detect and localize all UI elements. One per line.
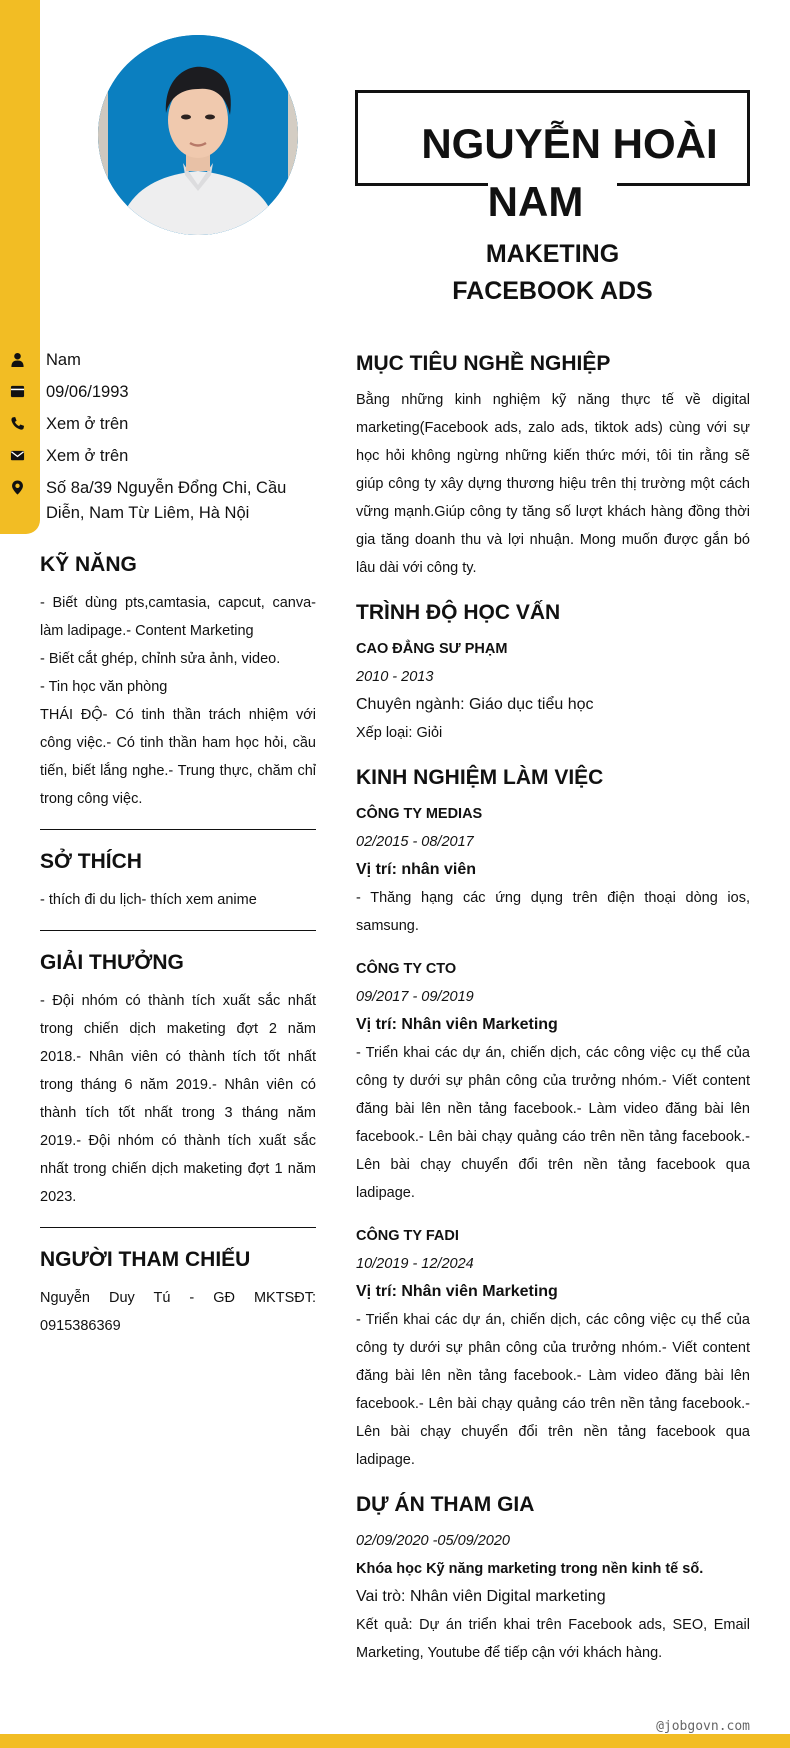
awards-section xyxy=(40,948,316,1211)
calendar-icon xyxy=(0,380,34,402)
skills-text: - Biết dùng pts,camtasia, capcut, canva- làm ladipage.- Content Marketing - Biết cắt ghép, chỉnh sửa ảnh, video. - Tin học văn phòng THÁI ĐỘ- Có tinh thần trách nhiệm với công việc.- Có tinh thần ham học hỏi, cầu tiến, biết lắng nghe.- Trung thực, chăm chỉ trong công việc. xyxy=(40,595,316,807)
right-column xyxy=(356,349,750,1683)
job-entry xyxy=(356,955,750,1207)
job-role: Vị trí: Nhân viên Marketing xyxy=(356,1283,558,1300)
section-title: SỞ THÍCH xyxy=(40,850,142,873)
job-title-line-2: FACEBOOK ADS xyxy=(452,277,653,305)
project-role: Vai trò: Nhân viên Digital marketing xyxy=(356,1588,606,1605)
section-title: GIẢI THƯỞNG xyxy=(40,951,184,974)
school-name: CAO ĐẲNG SƯ PHẠM xyxy=(356,641,508,657)
contact-gender xyxy=(0,348,330,373)
project-result: Kết quả: Dự án triển khai trên Facebook ads, SEO, Email Marketing, Youtube để tiếp cận với khách hàng. xyxy=(356,1617,750,1661)
section-title: TRÌNH ĐỘ HỌC VẤN xyxy=(356,601,561,624)
contact-text: Xem ở trên xyxy=(46,447,129,465)
divider xyxy=(40,829,316,830)
person-icon xyxy=(0,348,34,370)
education-major: Chuyên ngành: Giáo dục tiểu học xyxy=(356,696,594,713)
divider xyxy=(40,930,316,931)
contact-text: 09/06/1993 xyxy=(46,383,129,401)
contact-text: Xem ở trên xyxy=(46,415,129,433)
hobbies-section xyxy=(40,847,316,914)
watermark: @jobgovn.com xyxy=(656,1719,750,1734)
education-grade: Xếp loại: Giỏi xyxy=(356,725,443,741)
objective-text: Bằng những kinh nghiệm kỹ năng thực tế về digital marketing(Facebook ads, zalo ads, tiktok ads) cùng với sự học hỏi không ngừng những kiến thức mới, tôi tin rằng sẽ giúp công ty xây dựng thương hiệu trên thị trường một cách vững mạnh.Giúp công ty tăng số lượt khách hàng đồng thời gia tăng doanh thu và lợi nhuận. Mong muốn được gắn bó lâu dài với công ty. xyxy=(356,392,750,576)
education-section xyxy=(356,598,750,747)
objective-section xyxy=(356,349,750,582)
accent-footer-bar xyxy=(0,1734,790,1748)
project-period: 02/09/2020 -05/09/2020 xyxy=(356,1533,510,1549)
avatar xyxy=(98,35,298,235)
education-period: 2010 - 2013 xyxy=(356,669,434,685)
section-title: KINH NGHIỆM LÀM VIỆC xyxy=(356,766,604,789)
left-column xyxy=(40,550,316,1340)
skills-section xyxy=(40,550,316,813)
email-icon xyxy=(0,444,34,466)
section-title: KỸ NĂNG xyxy=(40,553,137,576)
divider xyxy=(40,1227,316,1228)
job-role: Vị trí: nhân viên xyxy=(356,861,477,878)
project-name: Khóa học Kỹ năng marketing trong nền kinh tế số. xyxy=(356,1561,704,1577)
section-title: NGƯỜI THAM CHIẾU xyxy=(40,1248,251,1271)
section-title: DỰ ÁN THAM GIA xyxy=(356,1493,535,1516)
contact-address xyxy=(0,476,330,526)
profile-photo xyxy=(98,35,298,235)
contact-list xyxy=(0,348,330,533)
candidate-name: NGUYỄN HOÀI NAM xyxy=(355,115,750,231)
location-pin-icon xyxy=(0,476,34,498)
hobbies-text: - thích đi du lịch- thích xem anime xyxy=(40,892,257,908)
job-description: - Triển khai các dự án, chiến dịch, các công việc cụ thể của công ty dưới sự phân công của trưởng nhóm.- Viết content đăng bài lên nền tảng facebook.- Làm video đăng bài lên facebook.- Lên bài chạy quảng cáo trên nền tảng facebook.- Lên bài chạy chuyển đổi trên nền tảng facebook qua ladipage. xyxy=(356,1312,750,1468)
contact-text: Số 8a/39 Nguyễn Đổng Chi, Cầu Diễn, Nam Từ Liêm, Hà Nội xyxy=(46,479,287,522)
contact-phone xyxy=(0,412,330,437)
company-name: CÔNG TY CTO xyxy=(356,961,457,977)
company-name: CÔNG TY FADI xyxy=(356,1228,459,1244)
company-name: CÔNG TY MEDIAS xyxy=(356,806,483,822)
job-description: - Triển khai các dự án, chiến dịch, các công việc cụ thể của công ty dưới sự phân công của trưởng nhóm.- Viết content đăng bài lên nền tảng facebook.- Làm video đăng bài lên facebook.- Lên bài chạy quảng cáo trên nền tảng facebook.- Lên bài chạy chuyển đổi trên nền tảng facebook qua ladipage. xyxy=(356,1045,750,1201)
contact-birthday xyxy=(0,380,330,405)
job-period: 02/2015 - 08/2017 xyxy=(356,834,474,850)
awards-text: - Đội nhóm có thành tích xuất sắc nhất trong chiến dịch maketing đợt 2 năm 2018.- Nhân viên có thành tích tốt nhất trong tháng 6 năm 2019.- Nhân viên có thành tích tốt nhất trong 3 tháng năm 2019.- Đội nhóm có thành tích xuất sắc nhất trong chiến dịch maketing đợt 1 năm 2023. xyxy=(40,993,316,1205)
contact-text: Nam xyxy=(46,351,81,369)
section-title: MỤC TIÊU NGHỀ NGHIỆP xyxy=(356,352,611,375)
job-entry xyxy=(356,800,750,940)
job-role: Vị trí: Nhân viên Marketing xyxy=(356,1016,558,1033)
job-period: 10/2019 - 12/2024 xyxy=(356,1256,474,1272)
job-title xyxy=(355,236,750,310)
references-text: Nguyễn Duy Tú - GĐ MKTSĐT: 0915386369 xyxy=(40,1290,316,1334)
projects-section xyxy=(356,1490,750,1667)
contact-email xyxy=(0,444,330,469)
phone-icon xyxy=(0,412,34,434)
job-entry xyxy=(356,1222,750,1474)
job-period: 09/2017 - 09/2019 xyxy=(356,989,474,1005)
job-description: - Thăng hạng các ứng dụng trên điện thoại dòng ios, samsung. xyxy=(356,890,750,934)
references-section xyxy=(40,1245,316,1340)
job-title-line-1: MAKETING xyxy=(485,240,620,268)
experience-section xyxy=(356,763,750,1474)
